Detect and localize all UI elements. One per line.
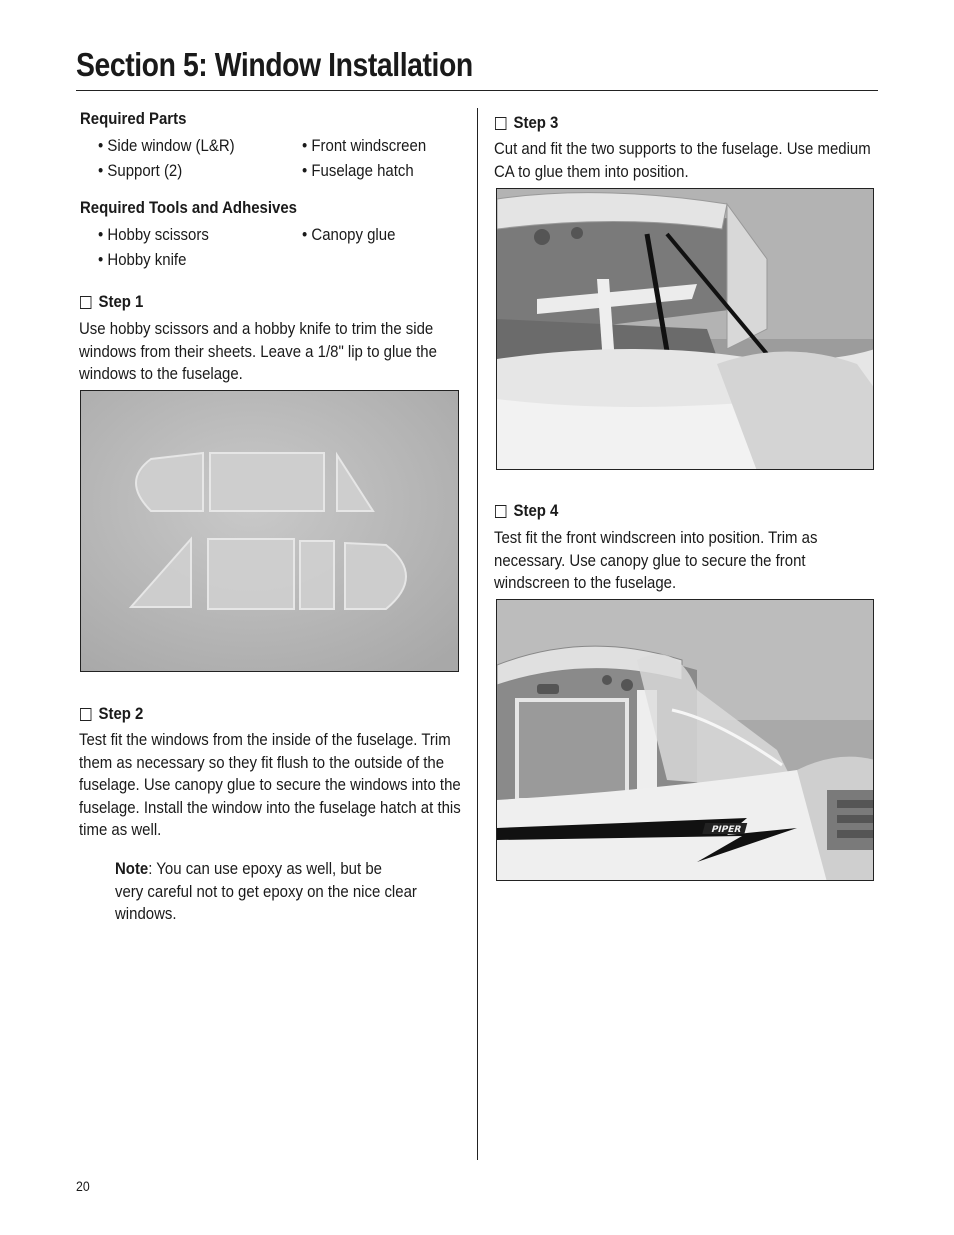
text-line: Test fit the windows from the inside of the fuselage. Trim	[79, 730, 451, 749]
step-3-text	[494, 138, 871, 183]
note-label: Note	[115, 859, 149, 878]
step-4-text	[494, 527, 817, 595]
column-divider	[477, 108, 478, 1160]
text-line: them as necessary so they fit flush to the outside of the	[79, 752, 445, 772]
text-line: fuselage. Use canopy glue to secure the windows into the	[79, 775, 461, 795]
text-line: windows.	[115, 904, 177, 924]
note-first-line: : You can use epoxy as well, but be	[148, 859, 382, 878]
step-label: Step 1	[98, 292, 144, 311]
step-4-heading	[495, 501, 558, 521]
title-rule	[76, 90, 878, 91]
step-2-text	[79, 729, 461, 842]
part-item: • Fuselage hatch	[302, 161, 414, 180]
text-line: time as well.	[79, 820, 162, 840]
piper-logo-text: PIPER	[710, 824, 743, 835]
step-label: Step 3	[513, 113, 559, 132]
text-line: CA to glue them into position.	[494, 161, 689, 181]
step-label: Step 4	[513, 501, 559, 520]
checkbox-icon[interactable]	[80, 708, 91, 721]
step-4-photo	[496, 599, 874, 881]
checkbox-icon[interactable]	[495, 505, 506, 518]
page-title: Section 5: Window Installation	[76, 46, 473, 83]
text-line: fuselage. Install the window into the fuselage hatch at this	[79, 797, 461, 817]
text-line: windows to the fuselage.	[79, 364, 243, 384]
required-parts-heading: Required Parts	[80, 109, 187, 128]
step-label: Step 2	[98, 704, 144, 723]
text-line: windscreen to the fuselage.	[494, 573, 677, 593]
text-line: Use hobby scissors and a hobby knife to trim the side	[79, 319, 434, 338]
part-item: • Side window (L&R)	[98, 136, 235, 155]
checkbox-icon[interactable]	[495, 117, 506, 130]
page-number: 20	[76, 1178, 90, 1194]
text-line: Cut and fit the two supports to the fuselage. Use medium	[494, 139, 871, 158]
text-line: very careful not to get epoxy on the nice clear	[115, 881, 417, 901]
step-1-photo	[80, 390, 459, 672]
step-2-heading	[80, 704, 143, 724]
checkbox-icon[interactable]	[80, 296, 91, 309]
part-item: • Front windscreen	[302, 136, 427, 155]
text-line: necessary. Use canopy glue to secure the front	[494, 550, 806, 570]
step-3-photo	[496, 188, 874, 470]
tool-item: • Hobby knife	[98, 250, 187, 269]
part-item: • Support (2)	[98, 161, 183, 180]
required-tools-heading: Required Tools and Adhesives	[80, 198, 297, 217]
step-1-text	[79, 318, 437, 386]
step-1-heading	[80, 292, 143, 312]
step-3-heading	[495, 113, 558, 133]
tool-item: • Canopy glue	[302, 225, 396, 244]
note-block	[115, 858, 417, 926]
text-line: windows from their sheets. Leave a 1/8" lip to glue the	[79, 341, 437, 361]
tool-item: • Hobby scissors	[98, 225, 209, 244]
text-line: Test fit the front windscreen into position. Trim as	[494, 528, 818, 547]
